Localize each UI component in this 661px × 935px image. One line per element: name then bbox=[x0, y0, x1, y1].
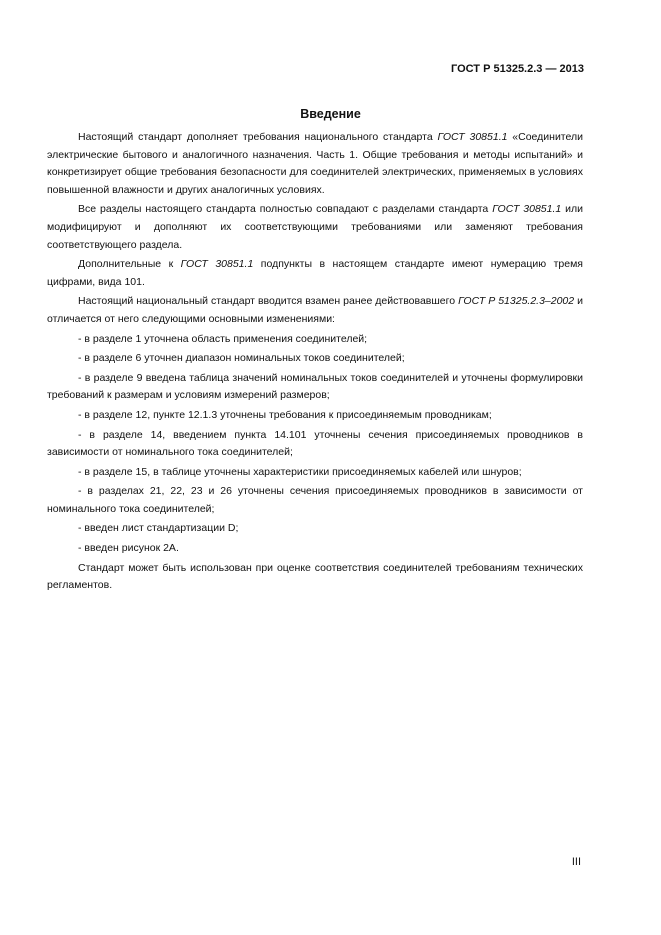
change-item: - в разделе 14, введением пункта 14.101 уточнены сечения присоединяемых проводников в зависимости от номинального тока соединителей; bbox=[47, 428, 583, 459]
change-item: - введен рисунок 2А. bbox=[78, 542, 179, 555]
paragraph-sections bbox=[47, 201, 583, 254]
change-item: - в разделах 21, 22, 23 и 26 уточнены сечения присоединяемых проводников в зависимости от номинального тока соединителей; bbox=[47, 485, 583, 515]
text-run: Все разделы настоящего стандарта полностью совпадают с разделами стандарта bbox=[78, 203, 493, 216]
paragraph-closing: Стандарт может быть использован при оценке соответствия соединителей требованиям технических регламентов. bbox=[47, 561, 583, 592]
text-run: «Соединители электрические бытового и аналогичного назначения. Часть 1. Общие требования и методы испытаний» и конкретизирует общие требования безопасности для соединителей электрических, применяемых в условиях повышенной влажности и других аналогичных условиях. bbox=[47, 131, 583, 196]
text-run: подпункты в настоящем стандарте имеют нумерацию тремя цифрами, вида 101. bbox=[47, 258, 583, 288]
section-title: Введение bbox=[300, 107, 361, 121]
change-item: - в разделе 1 уточнена область применения соединителей; bbox=[78, 332, 368, 345]
change-item: - в разделе 15, в таблице уточнены характеристики присоединяемых кабелей или шнуров; bbox=[78, 465, 522, 478]
paragraph-replacement bbox=[47, 293, 583, 328]
standard-reference: ГОСТ Р 51325.2.3–2002 bbox=[458, 295, 575, 308]
text-run: Настоящий национальный стандарт вводится взамен ранее действовавшего bbox=[78, 295, 459, 308]
change-item: - в разделе 9 введена таблица значений номинальных токов соединителей и уточнены формулировки требований к размерам и условиям измерений размеров; bbox=[47, 371, 583, 402]
standard-reference: ГОСТ 30851.1 bbox=[180, 258, 254, 271]
standard-reference: ГОСТ 30851.1 bbox=[437, 131, 508, 143]
change-item: - введен лист стандартизации D; bbox=[78, 522, 239, 535]
page-number: III bbox=[571, 856, 581, 868]
document-code-header: ГОСТ Р 51325.2.3 — 2013 bbox=[450, 63, 584, 75]
text-run: или модифицируют и дополняют их соответствующими требованиями или заменяют требования соответствующего раздела. bbox=[47, 203, 583, 251]
change-item: - в разделе 6 уточнен диапазон номинальных токов соединителей; bbox=[78, 352, 405, 365]
text-run: Дополнительные к bbox=[78, 258, 181, 271]
text-run: и отличается от него следующими основными изменениями: bbox=[47, 295, 583, 325]
document-body bbox=[47, 129, 583, 595]
change-item: - в разделе 12, пункте 12.1.3 уточнены требования к присоединяемым проводникам; bbox=[78, 408, 492, 421]
paragraph-intro bbox=[47, 129, 583, 199]
text-run: Настоящий стандарт дополняет требования национального стандарта bbox=[78, 131, 438, 143]
standard-reference: ГОСТ 30851.1 bbox=[492, 203, 562, 216]
paragraph-numbering bbox=[47, 256, 583, 291]
